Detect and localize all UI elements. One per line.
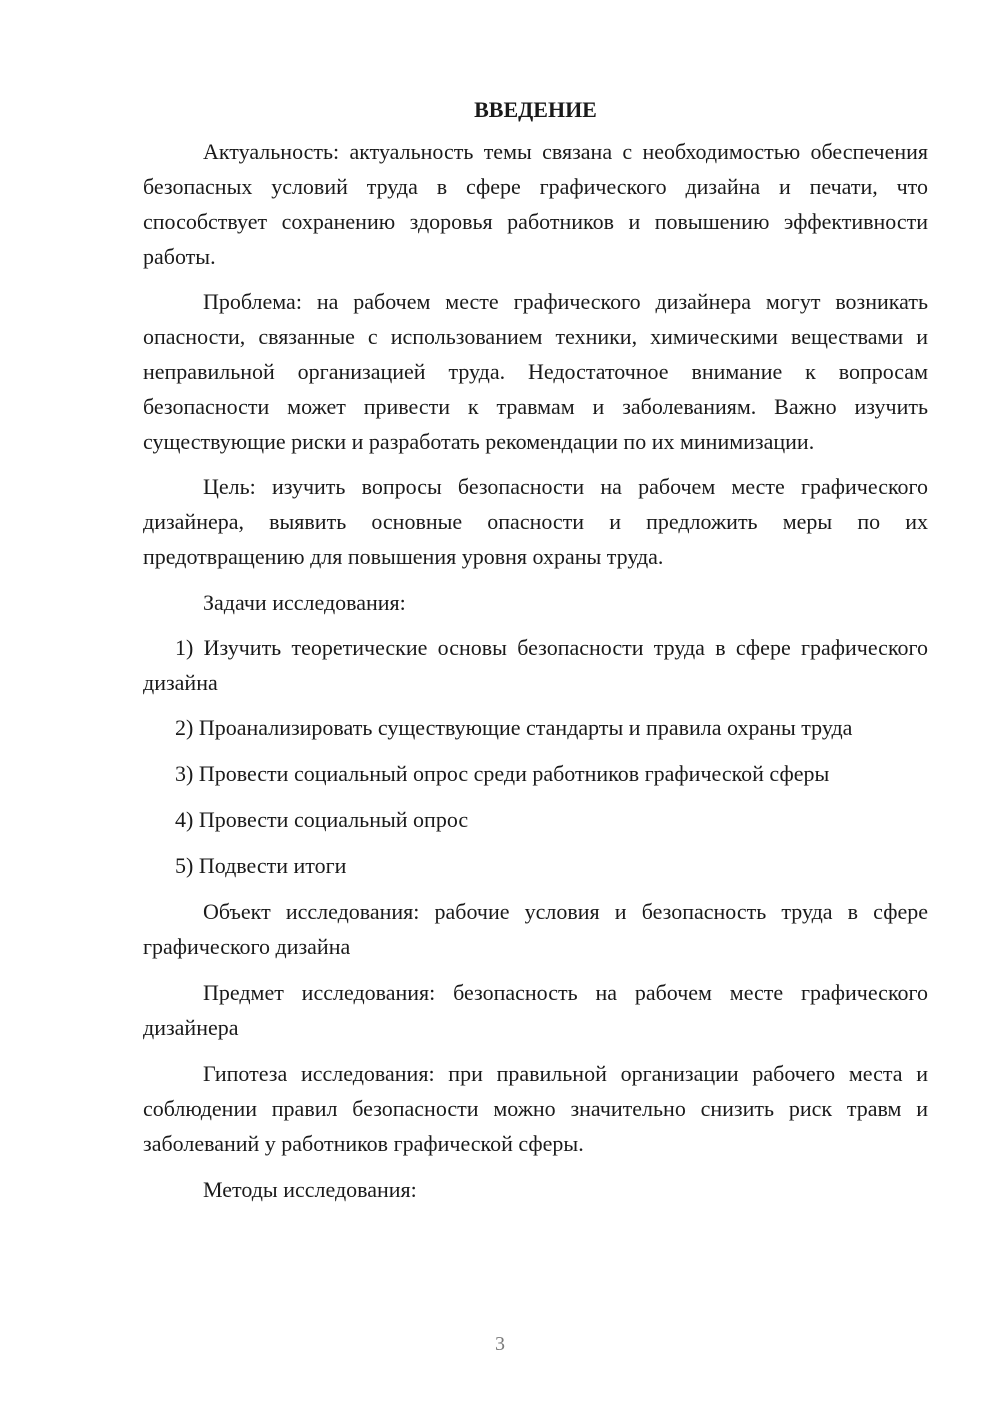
paragraph-problem: Проблема: на рабочем месте графического дизайнера могут возникать опасности, связанные с использованием техники, химическими веществами и неправильной организацией труда. Недостаточное внимание к вопросам безопасности может привести к травмам и заболеваниям. Важно изучить существующие риски и разработать рекомендации по их минимизации. <box>143 289 928 454</box>
list-item: 3) Провести социальный опрос среди работников графической сферы <box>175 761 830 786</box>
page-title: ВВЕДЕНИЕ <box>474 97 597 122</box>
document-page <box>143 92 928 1207</box>
list-item: 2) Проанализировать существующие стандарты и правила охраны труда <box>175 715 853 740</box>
paragraph-hypothesis: Гипотеза исследования: при правильной организации рабочего места и соблюдении правил безопасности можно значительно снизить риск травм и заболеваний у работников графической сферы. <box>143 1061 928 1156</box>
paragraph-subject: Предмет исследования: безопасность на рабочем месте графического дизайнера <box>143 980 928 1040</box>
list-item: 1) Изучить теоретические основы безопасности труда в сфере графического дизайна <box>143 635 928 695</box>
page-number: 3 <box>495 1333 505 1355</box>
paragraph-methods: Методы исследования: <box>203 1177 417 1202</box>
paragraph-object: Объект исследования: рабочие условия и безопасность труда в сфере графического дизайна <box>143 899 928 959</box>
paragraph-relevance: Актуальность: актуальность темы связана с необходимостью обеспечения безопасных условий труда в сфере графического дизайна и печати, что способствует сохранению здоровья работников и повышению эффективности работы. <box>143 139 928 269</box>
list-item: 5) Подвести итоги <box>175 853 347 878</box>
paragraph-goal: Цель: изучить вопросы безопасности на рабочем месте графического дизайнера, выявить основные опасности и предложить меры по их предотвращению для повышения уровня охраны труда. <box>143 474 928 569</box>
list-item: 4) Провести социальный опрос <box>175 807 469 832</box>
paragraph-tasks-heading: Задачи исследования: <box>203 590 406 615</box>
